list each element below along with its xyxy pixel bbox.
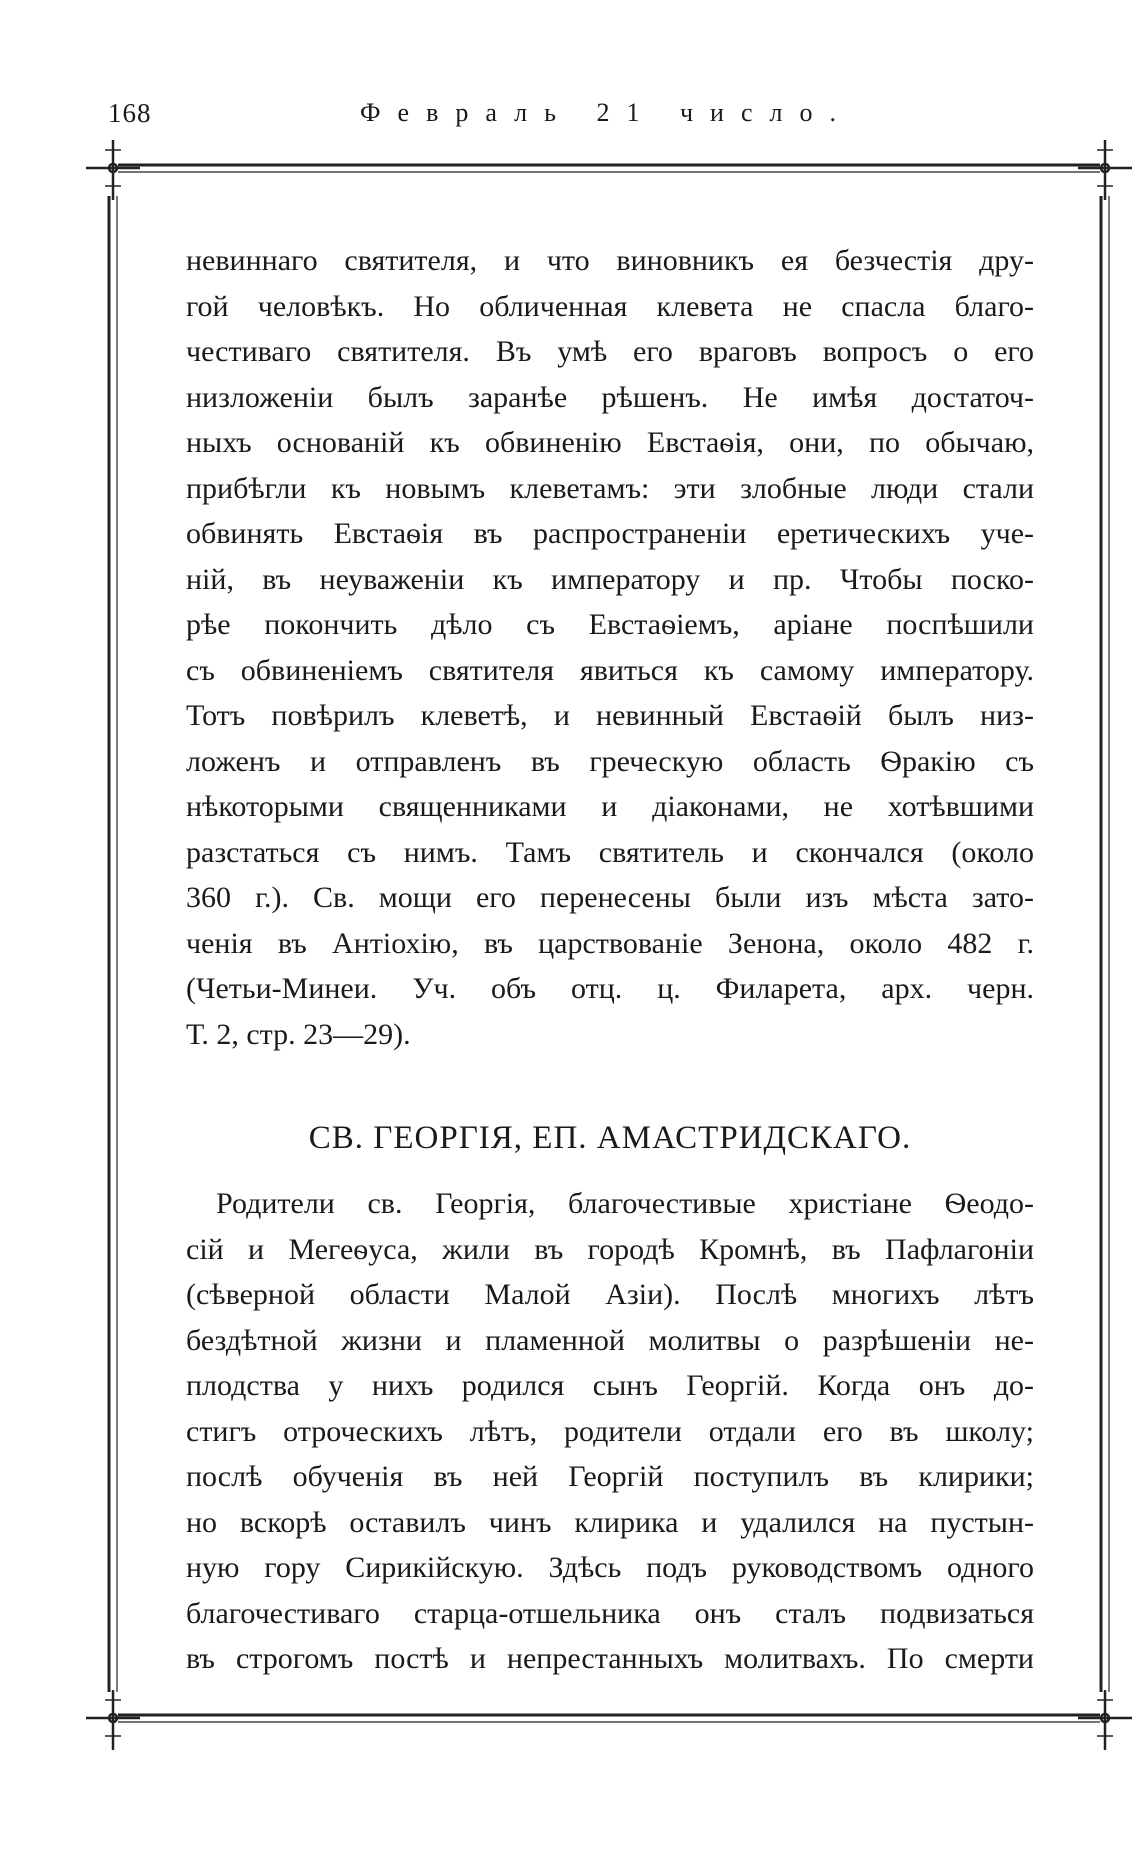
- section-heading: СВ. ГЕОРГІЯ, ЕП. АМАСТРИДСКАГО.: [308, 1120, 912, 1156]
- text-line: сій и Мегеѳуса, жили въ городѣ Кромнѣ, въ Пафлагоніи: [186, 1232, 1034, 1266]
- text-line: послѣ обученія въ ней Георгій поступилъ въ клирики;: [186, 1460, 1034, 1493]
- text-line: невиннаго святителя, и что виновникъ ея безчестія дру-: [186, 244, 1034, 277]
- text-line: рѣе покончить дѣло съ Евстаѳіемъ, аріане поспѣшили: [186, 608, 1034, 641]
- text-line: въ строгомъ постѣ и непрестанныхъ молитвахъ. По смерти: [186, 1642, 1034, 1675]
- text-line: ную гору Сирикійскую. Здѣсь подъ руководствомъ одного: [186, 1551, 1034, 1584]
- text-line: нѣкоторыми священниками и діаконами, не хотѣвшими: [186, 790, 1034, 823]
- paragraph-1: [186, 238, 1034, 1057]
- text-line: (сѣверной области Малой Азіи). Послѣ многихъ лѣтъ: [186, 1278, 1034, 1311]
- text-line: Т. 2, стр. 23—29).: [186, 1017, 411, 1051]
- text-line: низложеніи былъ заранѣе рѣшенъ. Не имѣя достаточ-: [186, 380, 1034, 414]
- paragraph-2: [186, 1181, 1034, 1682]
- corner-cross-icon: [86, 1690, 140, 1750]
- corner-cross-icon: [1078, 140, 1132, 200]
- text-line: прибѣгли къ новымъ клеветамъ: эти злобные люди стали: [186, 471, 1034, 505]
- text-line: но вскорѣ оставилъ чинъ клирика и удалился на пустын-: [186, 1505, 1034, 1539]
- text-line: ченія въ Антіохію, въ царствованіе Зенона, около 482 г.: [186, 926, 1034, 960]
- page-number: 168: [108, 98, 152, 128]
- text-line: Родители св. Георгія, благочестивые христіане Ѳеодо-: [216, 1187, 1034, 1220]
- corner-cross-icon: [86, 140, 140, 200]
- text-line: ній, въ неуваженіи къ императору и пр. Чтобы поско-: [186, 562, 1034, 596]
- text-line: обвинять Евстаѳія въ распространеніи еретическихъ уче-: [186, 517, 1034, 550]
- text-line: плодства у нихъ родился сынъ Георгій. Когда онъ до-: [186, 1369, 1034, 1402]
- text-line: гой человѣкъ. Но обличенная клевета не спасла благо-: [186, 289, 1034, 323]
- text-line: ныхъ основаній къ обвиненію Евстаѳія, они, по обычаю,: [186, 426, 1034, 459]
- text-line: разстаться съ нимъ. Тамъ святитель и скончался (около: [186, 835, 1034, 869]
- corner-cross-icon: [1078, 1690, 1132, 1750]
- text-line: стигъ отроческихъ лѣтъ, родители отдали его въ школу;: [186, 1414, 1034, 1448]
- text-line: благочестиваго старца-отшельника онъ сталъ подвизаться: [186, 1596, 1034, 1630]
- text-line: бездѣтной жизни и пламенной молитвы о разрѣшеніи не-: [186, 1323, 1034, 1357]
- text-line: Тотъ повѣрилъ клеветѣ, и невинный Евстаѳій былъ низ-: [186, 699, 1034, 732]
- text-line: ложенъ и отправленъ въ греческую область Ѳракію съ: [186, 744, 1034, 778]
- running-title: Февраль 21 число.: [360, 98, 853, 127]
- text-line: (Четьи-Минеи. Уч. объ отц. ц. Филарета, арх. черн.: [186, 972, 1034, 1005]
- text-line: съ обвиненіемъ святителя явиться къ самому императору.: [186, 653, 1034, 687]
- text-line: честиваго святителя. Въ умѣ его враговъ вопросъ о его: [186, 335, 1034, 368]
- text-column: [186, 238, 1034, 1682]
- text-line: 360 г.). Св. мощи его перенесены были изъ мѣста зато-: [186, 881, 1034, 914]
